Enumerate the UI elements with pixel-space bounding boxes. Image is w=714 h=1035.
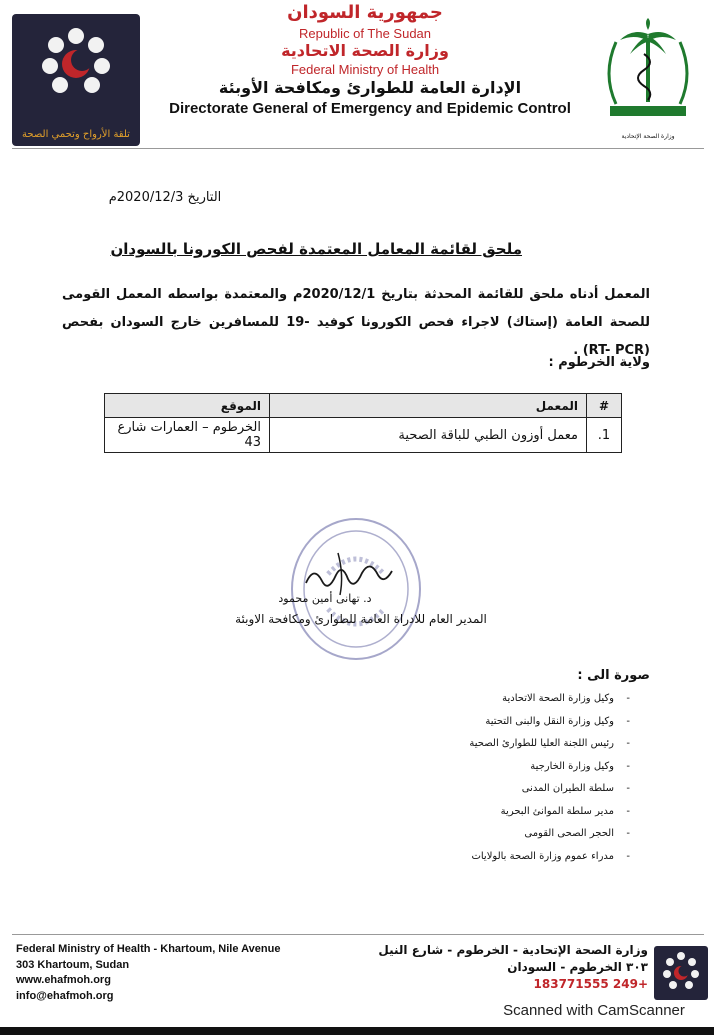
camscanner-watermark: Scanned with CamScanner [474, 1002, 714, 1026]
table-row [105, 418, 622, 453]
row-number: 1. [587, 418, 622, 453]
footer-phone: +249 183771555 [533, 977, 648, 991]
footer-arabic-city: ٣٠٣ الخرطوم - السودان [507, 960, 648, 974]
list-item: -وكيل وزارة النقل والبنى التحتية [485, 715, 630, 727]
footer-email: info@ehafmoh.org [16, 989, 114, 1002]
palm-emblem-caption: وزارة الصحة الإتحادية [621, 133, 675, 140]
list-item: -سلطة الطيران المدنى [521, 783, 630, 794]
labs-table [104, 393, 622, 453]
republic-english: Republic of The Sudan [298, 26, 432, 41]
footer-logo [654, 946, 708, 1000]
palm-emblem [592, 14, 704, 140]
column-header-number: # [587, 394, 622, 418]
footer-website: www.ehafmoh.org [16, 974, 111, 986]
footer-address-line: Federal Ministry of Health - Khartoum, Nile Avenue [16, 943, 281, 955]
footer-arabic-address [360, 942, 648, 993]
ministry-english: Federal Ministry of Health [290, 62, 440, 77]
list-item: -مدراء عموم وزارة الصحة بالولايات [471, 850, 630, 862]
ministry-emblem-icon [12, 14, 140, 126]
signatory-name: د. تهانى أمين محمود [278, 592, 372, 605]
state-heading: ولاية الخرطوم : [548, 355, 650, 370]
list-item: -وكيل وزارة الصحة الاتحادية [502, 693, 630, 704]
republic-arabic: جمهورية السودان [287, 2, 443, 23]
ministry-small-emblem-icon [654, 946, 708, 1000]
footer-city-line: 303 Khartoum, Sudan [16, 958, 130, 971]
signatory-title: المدير العام للادراة العامة للطوارئ ومكافحة الاوبئة [235, 612, 487, 626]
footer-divider [12, 934, 704, 935]
copies-list [320, 688, 630, 868]
list-item: -الحجر الصحى القومى [524, 828, 630, 839]
footer-arabic-line: وزارة الصحة الإتحادية - الخرطوم - شارع النيل [378, 943, 648, 957]
header-divider [12, 148, 704, 149]
list-item: -وكيل وزارة الخارجية [530, 760, 630, 772]
table-header-row [105, 394, 622, 418]
letter-paragraph: المعمل أدناه ملحق للقائمة المحدثة بتاريخ 2020/12/1م والمعتمدة بواسطه المعمل القومى للصحة العامة (إستاك) لاجراء فحص الكورونا كوفيد -19 للمسافرين خارج السودان بفحص (RT- PCR) . [62, 287, 651, 358]
lab-name: معمل أوزون الطبي للباقة الصحية [270, 418, 587, 453]
directorate-english: Directorate General of Emergency and Epidemic Control [169, 100, 571, 117]
list-item: -مدير سلطة الموانئ البحرية [500, 805, 630, 817]
copies-heading: صورة الى : [577, 668, 650, 683]
ministry-arabic: وزارة الصحة الاتحادية [281, 41, 449, 60]
lab-location: الخرطوم – العمارات شارع 43 [105, 418, 270, 453]
bottom-edge-bar [0, 1027, 714, 1035]
letter-subject: ملحق لقائمة المعامل المعتمدة لفحص الكورونا بالسودان [110, 240, 522, 258]
column-header-location: الموقع [105, 394, 270, 418]
list-item: -رئيس اللجنة العليا للطوارئ الصحية [469, 738, 630, 749]
ministry-logo-caption: تلقة الأرواح وتحمي الصحة [22, 129, 130, 140]
column-header-lab: المعمل [270, 394, 587, 418]
palm-caduceus-icon [592, 14, 704, 126]
ministry-logo [12, 14, 140, 146]
directorate-arabic: الإدارة العامة للطوارئ ومكافحة الأوبئة [218, 78, 522, 97]
footer-english-address [16, 942, 316, 1004]
letter-date: التاريخ 2020/12/3م [108, 190, 222, 205]
